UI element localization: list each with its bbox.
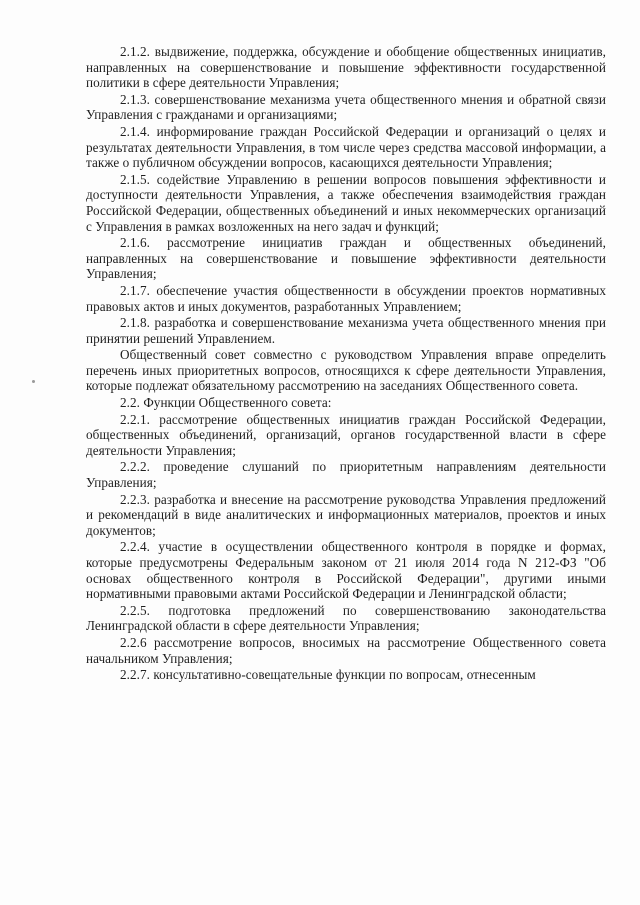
paragraph-2-1-5: 2.1.5. содействие Управлению в решении вопросов повышения эффективности и доступности деятельности Управления, а также обеспечения взаимодействия граждан Российской Федерации, общественных объединений и иных некоммерческих организаций с Управления в рамках возложенных на него задач и функций; bbox=[86, 171, 606, 234]
paragraph-2-1-3: 2.1.3. совершенствование механизма учета общественного мнения и обратной связи Управления с гражданами и организациями; bbox=[86, 91, 606, 123]
scan-dot bbox=[32, 380, 35, 383]
paragraph-2-2-2: 2.2.2. проведение слушаний по приоритетным направлениям деятельности Управления; bbox=[86, 459, 606, 491]
paragraph-2-2-6: 2.2.6 рассмотрение вопросов, вносимых на рассмотрение Общественного совета начальником Управления; bbox=[86, 634, 606, 666]
paragraph-2-2-1: 2.2.1. рассмотрение общественных инициатив граждан Российской Федерации, общественных объединений, организаций, органов государственной власти в сфере деятельности Управления; bbox=[86, 411, 606, 458]
paragraph-2-2-7: 2.2.7. консультативно-совещательные функции по вопросам, отнесенным bbox=[120, 667, 536, 683]
paragraph-2-2-5: 2.2.5. подготовка предложений по совершенствованию законодательства Ленинградской области в сфере деятельности Управления; bbox=[86, 602, 606, 634]
paragraph-2-2-4: 2.2.4. участие в осуществлении общественного контроля в порядке и формах, которые предусмотрены Федеральным законом от 21 июля 2014 года N 212-ФЗ "Об основах общественного контроля в Российской Федерации", другими иными нормативными правовыми актами Российской Федерации и Ленинградской области; bbox=[86, 539, 606, 602]
paragraph-priority-questions: Общественный совет совместно с руководством Управления вправе определить перечень иных приоритетных вопросов, относящихся к сфере деятельности Управления, которые подлежат обязательному рассмотрению на заседаниях Общественного совета. bbox=[86, 347, 606, 394]
paragraph-2-1-4: 2.1.4. информирование граждан Российской Федерации и организаций о целях и результатах деятельности Управления, в том числе через средства массовой информации, а также о публичном обсуждении вопросов, касающихся деятельности Управления; bbox=[86, 123, 606, 171]
paragraph-2-1-6: 2.1.6. рассмотрение инициатив граждан и общественных объединений, направленных на совершенствование и повышение эффективности деятельности Управления; bbox=[86, 235, 606, 282]
paragraph-2-2-3: 2.2.3. разработка и внесение на рассмотрение руководства Управления предложений и рекомендаций в виде аналитических и информационных материалов, проектов и иных документов; bbox=[86, 491, 606, 538]
document-body bbox=[86, 44, 606, 684]
paragraph-2-1-2: 2.1.2. выдвижение, поддержка, обсуждение и обобщение общественных инициатив, направленных на совершенствование и повышение эффективности государственной политики в сфере деятельности Управления; bbox=[86, 44, 606, 91]
paragraph-2-2-heading: 2.2. Функции Общественного совета: bbox=[120, 395, 332, 411]
paragraph-2-1-7: 2.1.7. обеспечение участия общественности в обсуждении проектов нормативных правовых актов и иных документов, разработанных Управлением; bbox=[86, 282, 606, 314]
paragraph-2-1-8: 2.1.8. разработка и совершенствование механизма учета общественного мнения при принятии решений Управлением. bbox=[86, 315, 606, 346]
